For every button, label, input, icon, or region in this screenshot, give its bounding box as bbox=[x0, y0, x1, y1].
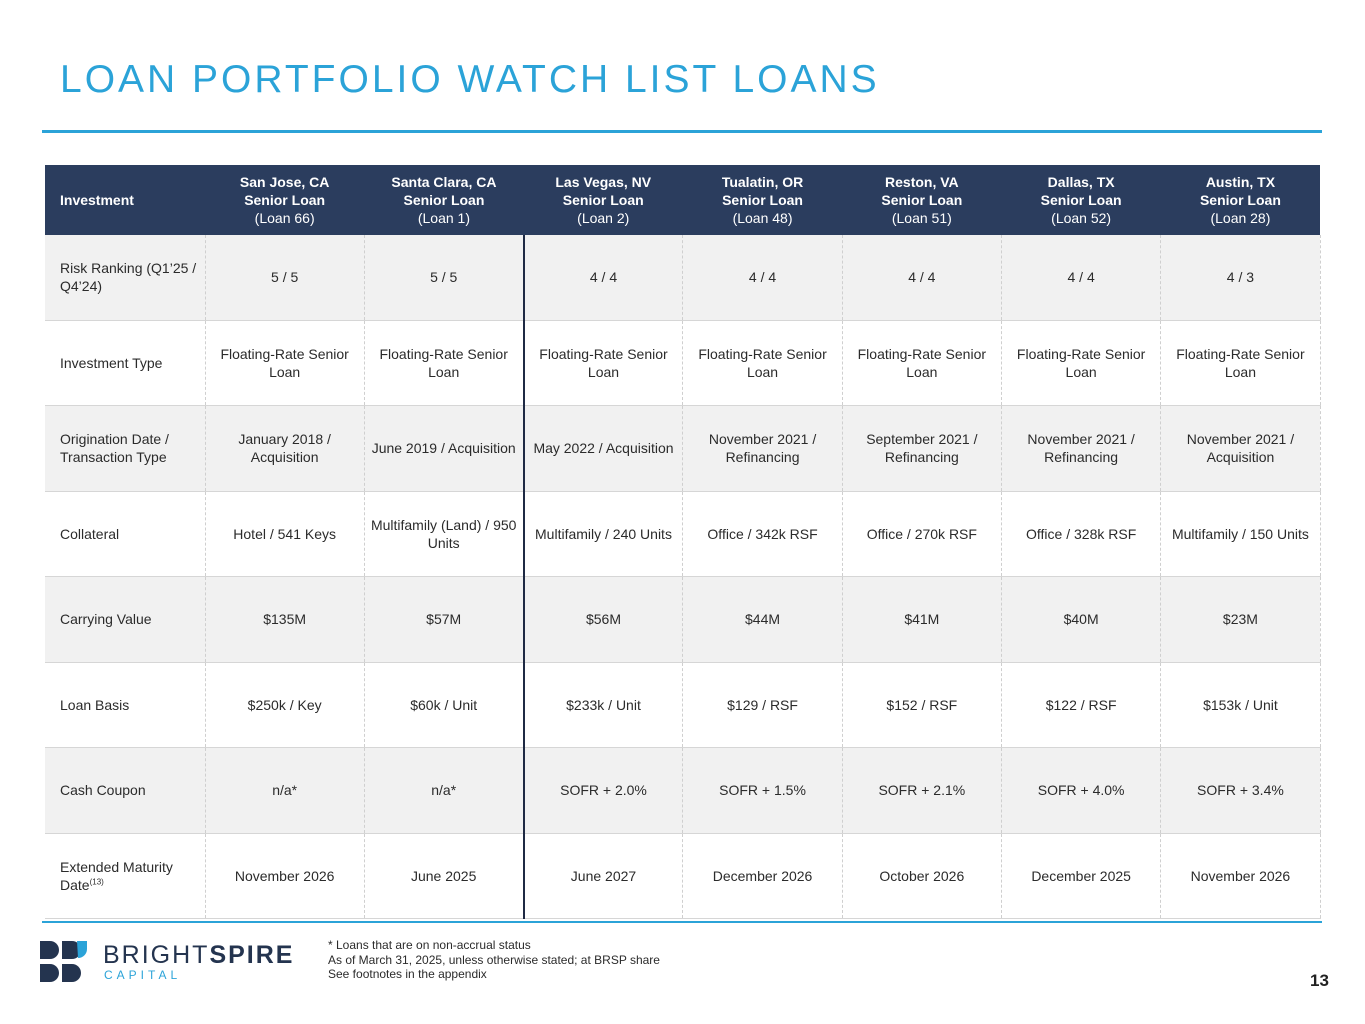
table-cell: SOFR + 2.0% bbox=[524, 748, 683, 834]
table-cell: $153k / Unit bbox=[1161, 662, 1320, 748]
page-number: 13 bbox=[1310, 971, 1329, 990]
table-cell: Office / 270k RSF bbox=[842, 491, 1001, 577]
table-cell: $152 / RSF bbox=[842, 662, 1001, 748]
table-cell: June 2025 bbox=[364, 833, 523, 919]
table-cell: SOFR + 3.4% bbox=[1161, 748, 1320, 834]
table-cell: 4 / 3 bbox=[1161, 235, 1320, 320]
table-cell: 4 / 4 bbox=[683, 235, 842, 320]
table-cell: November 2021 / Refinancing bbox=[683, 406, 842, 492]
table-cell: $60k / Unit bbox=[364, 662, 523, 748]
table-cell: May 2022 / Acquisition bbox=[524, 406, 683, 492]
table-row-risk-ranking bbox=[45, 235, 1320, 320]
table-cell: November 2026 bbox=[1161, 833, 1320, 919]
table-cell: October 2026 bbox=[842, 833, 1001, 919]
table-cell: n/a* bbox=[364, 748, 523, 834]
table-cell: $23M bbox=[1161, 577, 1320, 663]
footnote-line: * Loans that are on non-accrual status bbox=[328, 938, 531, 952]
table-cell: Floating-Rate Senior Loan bbox=[524, 320, 683, 406]
watch-list-table bbox=[45, 165, 1321, 919]
column-header: Austin, TX Senior Loan (Loan 28) bbox=[1161, 165, 1320, 235]
table-cell: Floating-Rate Senior Loan bbox=[1161, 320, 1320, 406]
footnotes bbox=[328, 938, 660, 982]
table-cell: $233k / Unit bbox=[524, 662, 683, 748]
column-header: Reston, VA Senior Loan (Loan 51) bbox=[842, 165, 1001, 235]
table-cell: 4 / 4 bbox=[1001, 235, 1160, 320]
column-header: Dallas, TX Senior Loan (Loan 52) bbox=[1001, 165, 1160, 235]
footnote-marker: (13) bbox=[89, 877, 104, 887]
table-cell: Floating-Rate Senior Loan bbox=[683, 320, 842, 406]
table-cell: Floating-Rate Senior Loan bbox=[364, 320, 523, 406]
table-cell: Floating-Rate Senior Loan bbox=[205, 320, 364, 406]
column-header: Las Vegas, NV Senior Loan (Loan 2) bbox=[524, 165, 683, 235]
brightspire-logo bbox=[40, 941, 300, 985]
table-row-cash-coupon bbox=[45, 748, 1320, 834]
table-row-investment-type bbox=[45, 320, 1320, 406]
logo-subtitle: CAPITAL bbox=[104, 968, 182, 982]
table-cell: Office / 328k RSF bbox=[1001, 491, 1160, 577]
title-divider bbox=[42, 130, 1322, 133]
page-title: LOAN PORTFOLIO WATCH LIST LOANS bbox=[60, 58, 880, 101]
footnote-line: See footnotes in the appendix bbox=[328, 967, 487, 981]
footer-divider bbox=[42, 921, 1322, 923]
table-row-maturity bbox=[45, 833, 1320, 919]
table-cell: Hotel / 541 Keys bbox=[205, 491, 364, 577]
table-cell: Office / 342k RSF bbox=[683, 491, 842, 577]
table-cell: November 2021 / Acquisition bbox=[1161, 406, 1320, 492]
table-row-origination bbox=[45, 406, 1320, 492]
table-row-loan-basis bbox=[45, 662, 1320, 748]
table-cell: 4 / 4 bbox=[524, 235, 683, 320]
table-cell: SOFR + 2.1% bbox=[842, 748, 1001, 834]
table-cell: $122 / RSF bbox=[1001, 662, 1160, 748]
row-label: Risk Ranking (Q1’25 / Q4’24) bbox=[45, 235, 205, 320]
table-row-carrying-value bbox=[45, 577, 1320, 663]
row-label: Collateral bbox=[45, 491, 205, 577]
footnote-line: As of March 31, 2025, unless otherwise stated; at BRSP share bbox=[328, 952, 660, 967]
row-label: Loan Basis bbox=[45, 662, 205, 748]
table-cell: September 2021 / Refinancing bbox=[842, 406, 1001, 492]
table-cell: Multifamily (Land) / 950 Units bbox=[364, 491, 523, 577]
table-cell: n/a* bbox=[205, 748, 364, 834]
table-cell: Multifamily / 240 Units bbox=[524, 491, 683, 577]
table-cell: November 2026 bbox=[205, 833, 364, 919]
table-cell: December 2026 bbox=[683, 833, 842, 919]
column-header: Tualatin, OR Senior Loan (Loan 48) bbox=[683, 165, 842, 235]
column-header: Santa Clara, CA Senior Loan (Loan 1) bbox=[364, 165, 523, 235]
row-label: Carrying Value bbox=[45, 577, 205, 663]
table-cell: $250k / Key bbox=[205, 662, 364, 748]
table-cell: December 2025 bbox=[1001, 833, 1160, 919]
table-cell: $129 / RSF bbox=[683, 662, 842, 748]
table-cell: Floating-Rate Senior Loan bbox=[842, 320, 1001, 406]
table-cell: 5 / 5 bbox=[205, 235, 364, 320]
table-header-row bbox=[45, 165, 1320, 235]
table-cell: November 2021 / Refinancing bbox=[1001, 406, 1160, 492]
row-label: Cash Coupon bbox=[45, 748, 205, 834]
table-cell: SOFR + 1.5% bbox=[683, 748, 842, 834]
table-cell: June 2027 bbox=[524, 833, 683, 919]
logo-wordmark: BRIGHTSPIRE bbox=[103, 941, 295, 969]
row-label: Extended Maturity Date$^{(13)}$ bbox=[45, 833, 205, 919]
table-cell: Floating-Rate Senior Loan bbox=[1001, 320, 1160, 406]
watch-list-table-container bbox=[45, 165, 1320, 919]
table-cell: $40M bbox=[1001, 577, 1160, 663]
table-cell: $56M bbox=[524, 577, 683, 663]
column-header-investment: Investment bbox=[45, 165, 205, 235]
table-cell: $57M bbox=[364, 577, 523, 663]
column-header: San Jose, CA Senior Loan (Loan 66) bbox=[205, 165, 364, 235]
table-cell: June 2019 / Acquisition bbox=[364, 406, 523, 492]
table-cell: $135M bbox=[205, 577, 364, 663]
logo-mark-icon bbox=[40, 941, 88, 983]
table-cell: January 2018 / Acquisition bbox=[205, 406, 364, 492]
table-cell: Multifamily / 150 Units bbox=[1161, 491, 1320, 577]
table-cell: SOFR + 4.0% bbox=[1001, 748, 1160, 834]
row-label: Origination Date / Transaction Type bbox=[45, 406, 205, 492]
table-cell: $44M bbox=[683, 577, 842, 663]
table-row-collateral bbox=[45, 491, 1320, 577]
table-cell: $41M bbox=[842, 577, 1001, 663]
row-label: Investment Type bbox=[45, 320, 205, 406]
table-cell: 5 / 5 bbox=[364, 235, 523, 320]
table-cell: 4 / 4 bbox=[842, 235, 1001, 320]
